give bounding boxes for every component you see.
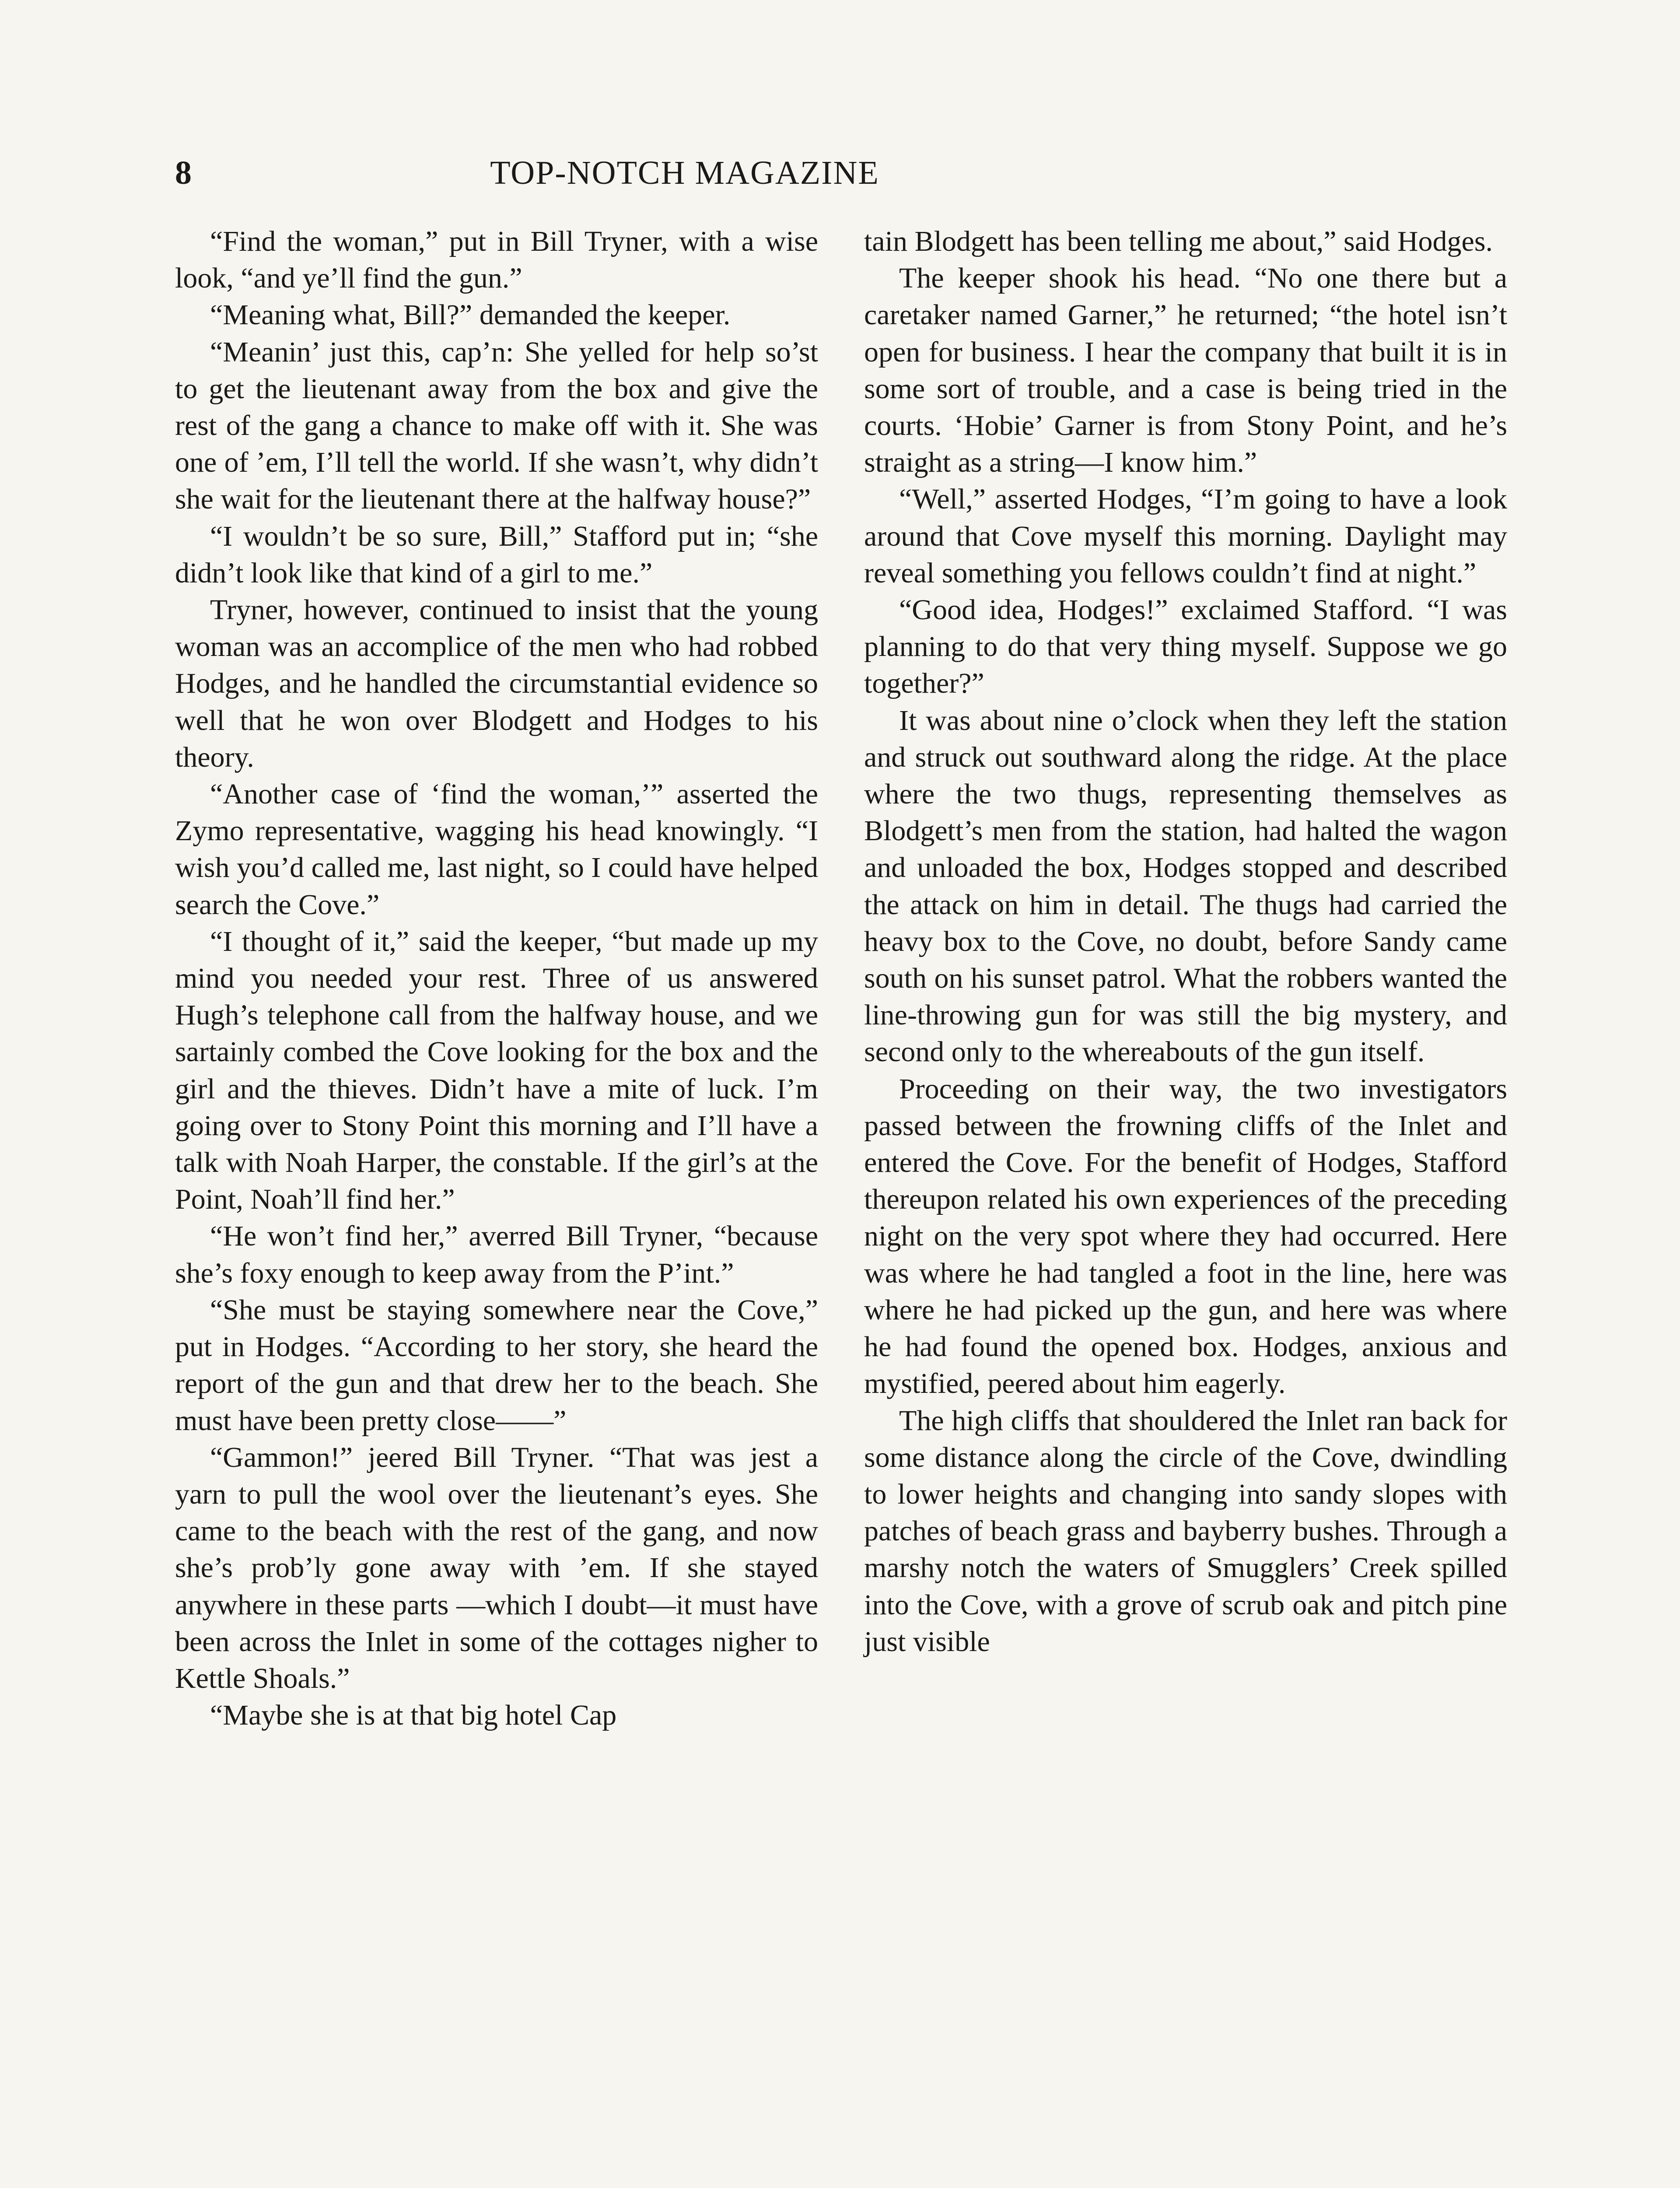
paragraph: “I thought of it,” said the keeper, “but made up my mind you needed your rest. Three of us answered Hugh’s telephone call from the halfway house, and we sartainly combed the Cove looking for the box and the girl and the thieves. Didn’t have a mite of luck. I’m going over to Stony Point this morning and I’ll have a talk with Noah Harper, the constable. If the girl’s at the Point, Noah’ll find her.” (175, 925, 818, 1216)
left-column (175, 223, 818, 1734)
paragraph: “I wouldn’t be so sure, Bill,” Stafford put in; “she didn’t look like that kind of a girl to me.” (175, 520, 818, 589)
paragraph: “She must be staying somewhere near the Cove,” put in Hodges. “According to her story, she heard the report of the gun and that drew her to the beach. She must have been pretty close——” (175, 1294, 818, 1437)
paragraph: “Maybe she is at that big hotel Cap (210, 1699, 617, 1732)
paragraph: It was about nine o’clock when they left the station and struck out southward along the ridge. At the place where the two thugs, representing themselves as Blodgett’s men from the station, had halted the wagon and unloaded the box, Hodges stopped and described the attack on him in detail. The thugs had carried the heavy box to the Cove, no doubt, before Sandy came south on his sunset patrol. What the robbers wanted the line-throwing gun for was still the big mystery, and second only to the whereabouts of the gun itself. (864, 704, 1507, 1068)
right-column (864, 223, 1507, 1660)
paragraph: “Find the woman,” put in Bill Tryner, with a wise look, “and ye’ll find the gun.” (175, 225, 818, 295)
paragraph: “Good idea, Hodges!” exclaimed Stafford. “I was planning to do that very thing myself. Suppose we go together?” (864, 594, 1507, 700)
paragraph: “Meaning what, Bill?” demanded the keeper. (210, 299, 731, 331)
page-number: 8 (175, 154, 192, 191)
paragraph: “Meanin’ just this, cap’n: She yelled for help so’st to get the lieutenant away from the box and give the rest of the gang a chance to make off with it. She was one of ’em, I’ll tell the world. If she wasn’t, why didn’t she wait for the lieutenant there at the halfway house?” (175, 336, 818, 515)
paragraph: The keeper shook his head. “No one there but a caretaker named Garner,” he returned; “the hotel isn’t open for business. I hear the company that built it is in some sort of trouble, and a case is being tried in the courts. ‘Hobie’ Garner is from Stony Point, and he’s straight as a string—I know him.” (864, 262, 1507, 479)
paragraph: The high cliffs that shouldered the Inlet ran back for some distance along the circle of the Cove, dwindling to lower heights and changing into sandy slopes with patches of beach grass and bayberry bushes. Through a marshy notch the waters of Smugglers’ Creek spilled into the Cove, with a grove of scrub oak and pitch pine just visible (864, 1404, 1507, 1658)
paragraph: “He won’t find her,” averred Bill Tryner, “because she’s foxy enough to keep away from the P’int.” (175, 1220, 818, 1289)
paragraph-continuation: tain Blodgett has been telling me about,” said Hodges. (864, 225, 1493, 257)
paragraph: “Well,” asserted Hodges, “I’m going to have a look around that Cove myself this morning. Daylight may reveal something you fellows couldn’t find at night.” (864, 483, 1507, 589)
paragraph: Tryner, however, continued to insist that the young woman was an accomplice of the men who had robbed Hodges, and he handled the circumstantial evidence so well that he won over Blodgett and Hodges to his theory. (175, 594, 818, 773)
page-header (175, 149, 1194, 197)
paragraph: “Gammon!” jeered Bill Tryner. “That was jest a yarn to pull the wool over the lieutenant’s eyes. She came to the beach with the rest of the gang, and now she’s prob’ly gone away with ’em. If she stayed anywhere in these parts —which I doubt—it must have been across the Inlet in some of the cottages nigher to Kettle Shoals.” (175, 1441, 818, 1694)
paragraph: “Another case of ‘find the woman,’” asserted the Zymo representative, wagging his head knowingly. “I wish you’d called me, last night, so I could have helped search the Cove.” (175, 778, 818, 921)
running-title: TOP-NOTCH MAGAZINE (490, 154, 879, 191)
paragraph: Proceeding on their way, the two investigators passed between the frowning cliffs of the Inlet and entered the Cove. For the benefit of Hodges, Stafford thereupon related his own experiences of the preceding night on the very spot where they had occurred. Here was where he had tangled a foot in the line, here was where he had picked up the gun, and here was where he had found the opened box. Hodges, anxious and mystified, peered about him eagerly. (864, 1073, 1507, 1400)
